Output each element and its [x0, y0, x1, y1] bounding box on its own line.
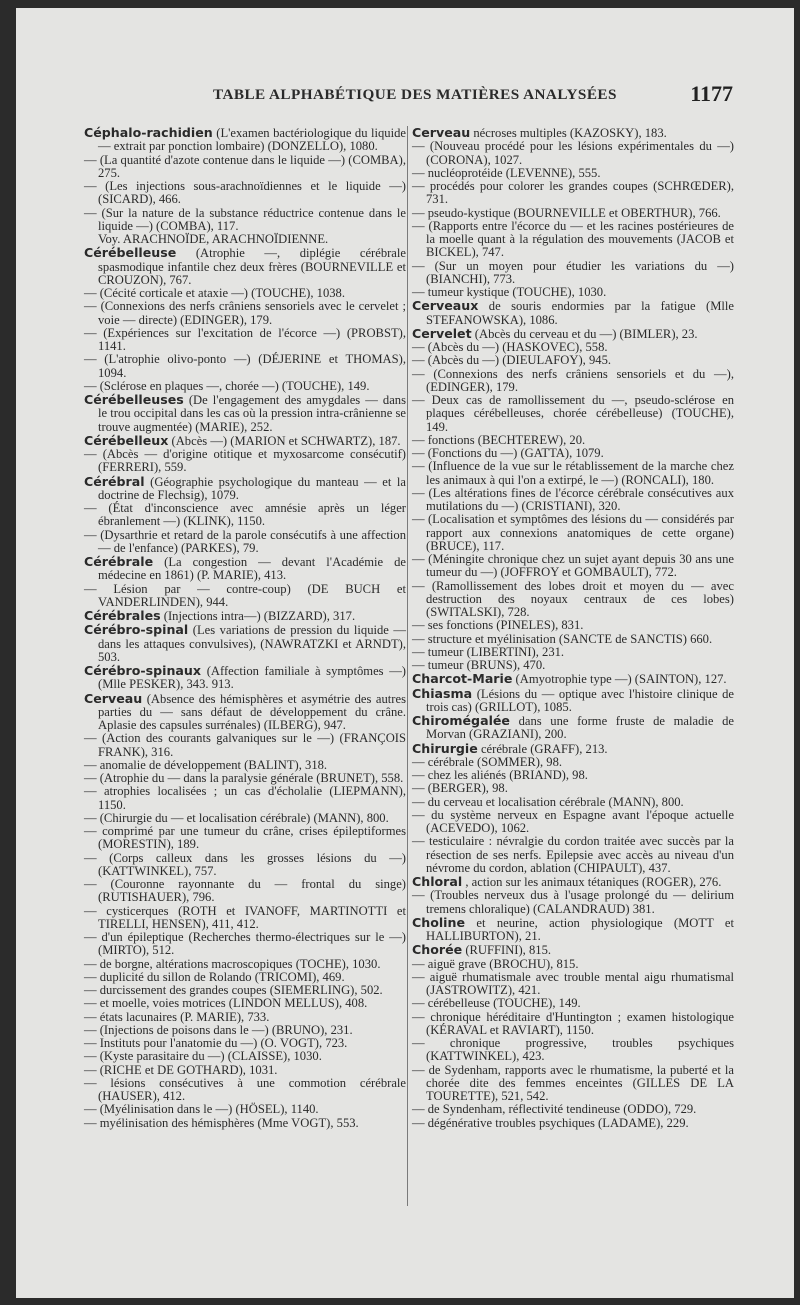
entry-headword: Chiasma	[412, 685, 473, 701]
index-entry	[412, 1117, 734, 1130]
index-entry	[84, 300, 406, 327]
entry-text: — chez les aliénés (BRIAND), 98.	[412, 768, 588, 782]
entry-text: — (Corps calleux dans les grosses lésions du —) (KATTWINKEL), 757.	[84, 850, 406, 878]
entry-text: — atrophies localisées ; un cas d'écholalie (LIEPMANN), 1150.	[84, 784, 406, 812]
index-entry	[84, 475, 406, 503]
entry-text: — (Injections de poisons dans le —) (BRUNO), 231.	[84, 1022, 353, 1037]
index-entry	[412, 889, 734, 916]
index-entry	[84, 393, 406, 434]
entry-headword: Chorée	[412, 942, 463, 958]
entry-text: — chronique progressive, troubles psychiques (KATTWINKEL), 423.	[412, 1036, 734, 1064]
entry-headword: Cérébrale	[84, 554, 154, 569]
index-entry	[412, 633, 734, 646]
entry-text: — (Troubles nerveux dus à l'usage prolongé du — delirium tremens chloralique) (CALANDRAUD) 381.	[412, 888, 734, 916]
index-entry	[84, 692, 406, 733]
index-entry	[412, 1037, 734, 1064]
index-entry	[84, 664, 406, 692]
entry-text: — procédés pour colorer les grandes coupes (SCHRŒDER), 731.	[412, 179, 734, 207]
index-entry	[412, 260, 734, 287]
index-entry	[412, 394, 734, 434]
entry-text: — Deux cas de ramollissement du —, pseudo-sclérose en plaques cérébelleuses, chorée cérébelleuse) (TOUCHE), 149.	[412, 393, 734, 434]
index-entry	[412, 580, 734, 620]
index-entry	[84, 609, 406, 623]
index-entry	[412, 687, 734, 715]
index-entry	[412, 460, 734, 487]
index-entry	[412, 916, 734, 944]
index-entry	[412, 714, 734, 742]
entry-headword: Cérébro-spinal	[84, 622, 189, 638]
index-entry	[84, 1103, 406, 1116]
index-entry	[84, 812, 406, 825]
index-entry	[84, 1011, 406, 1024]
index-entry	[84, 971, 406, 984]
entry-text: (L'examen bactériologique du liquide — extrait par ponction lombaire) (DONZELLO), 1080.	[98, 126, 406, 154]
page-number: 1177	[690, 81, 733, 106]
index-entry	[84, 1064, 406, 1077]
entry-text: — anomalie de développement (BALINT), 318.	[84, 757, 328, 772]
entry-text: (Géographie psychologique du manteau — et la doctrine de Flechsig), 1079.	[98, 474, 406, 502]
entry-text: — (BERGER), 98.	[412, 781, 508, 796]
index-entry	[412, 1011, 734, 1038]
index-entry	[412, 286, 734, 299]
index-entry	[84, 785, 406, 812]
entry-text: — de borgne, altérations macroscopiques (TOCHE), 1030.	[84, 956, 381, 971]
entry-text: (La congestion — devant l'Académie de médecine en 1861) (P. MARIE), 413.	[98, 555, 406, 583]
page-header	[213, 82, 743, 122]
entry-headword: Céphalo-rachidien	[84, 125, 213, 140]
entry-text: — (Sclérose en plaques —, chorée —) (TOUCHE), 149.	[84, 378, 370, 393]
index-entry	[84, 529, 406, 556]
index-entry	[84, 1024, 406, 1037]
entry-text: — (Chirurgie du — et localisation cérébrale) (MANN), 800.	[84, 810, 389, 825]
entry-text: — (Abcès du —) (DIEULAFOY), 945.	[412, 353, 612, 368]
index-entry	[412, 299, 734, 327]
index-entry	[84, 772, 406, 785]
index-entry	[412, 875, 734, 889]
entry-headword: Charcot-Marie	[412, 671, 513, 687]
entry-text: — (Connexions des nerfs crâniens sensoriels avec le cervelet ; voie — directe) (EDINGER), 179.	[84, 299, 406, 327]
entry-text: — (La quantité d'azote contenue dans le liquide —) (COMBA), 275.	[84, 152, 406, 180]
entry-text: (Les variations de pression du liquide — dans les attaques convulsives), (NAWRATZKI et ARNDT), 503.	[98, 623, 406, 664]
entry-text: — (Connexions des nerfs crâniens sensoriels et du —), (EDINGER), 179.	[412, 366, 734, 394]
entry-text: — tumeur (BRUNS), 470.	[412, 658, 546, 672]
index-entry	[412, 220, 734, 260]
index-entry	[84, 434, 406, 448]
index-entry	[412, 434, 734, 447]
entry-text: — (Abcès du —) (HASKOVEC), 558.	[412, 340, 608, 354]
entry-text: — lésions consécutives à une commotion cérébrale (HAUSER), 412.	[84, 1075, 406, 1103]
entry-text: — duplicité du sillon de Rolando (TRICOMI), 469.	[84, 969, 345, 984]
entry-text: — (Rapports entre l'écorce du — et les racines postérieures de la moelle quant à la régulation des mouvements (JACOB et BICKEL), 747.	[412, 218, 734, 260]
entry-text: — (Cécité corticale et ataxie —) (TOUCHE), 1038.	[84, 286, 345, 300]
index-entry	[84, 1037, 406, 1050]
entry-headword: Cérébelleuse	[84, 245, 177, 261]
index-entry	[84, 233, 406, 246]
index-entry	[412, 958, 734, 971]
entry-text: (Amyotrophie type —) (SAINTON), 127.	[515, 672, 727, 687]
entry-text: — aiguë grave (BROCHU), 815.	[412, 956, 579, 971]
entry-text: — pseudo-kystique (BOURNEVILLE et OBERTHUR), 766.	[412, 205, 721, 220]
index-entry	[84, 958, 406, 971]
index-entry	[84, 852, 406, 879]
index-entry	[84, 623, 406, 664]
entry-text: — et moelle, voies motrices (LINDON MELLUS), 408.	[84, 996, 368, 1011]
entry-text: et neurine, action physiologique (MOTT et HALLIBURTON), 21.	[426, 915, 734, 943]
entry-text: — du cerveau et localisation cérébrale (MANN), 800.	[412, 794, 684, 809]
entry-text: — (Les altérations fines de l'écorce cérébrale consécutives aux mutilations du —) (CRISTIANI), 320.	[412, 485, 734, 513]
entry-text: — (Kyste parasitaire du —) (CLAISSE), 1030.	[84, 1049, 322, 1064]
entry-text: — (Dysarthrie et retard de la parole consécutifs à une affection — de l'enfance) (PARKES), 79.	[84, 527, 406, 555]
index-entry	[84, 327, 406, 354]
entry-headword: Cérébral	[84, 473, 145, 489]
index-entry	[412, 619, 734, 632]
index-entry	[84, 502, 406, 529]
entry-text: — de Sydenham, rapports avec le rhumatisme, la puberté et la chorée dite des femmes enceintes (GILLES DE LA TOURETTE), 521, 542.	[412, 1062, 734, 1103]
entry-text: — du système nerveux en Espagne avant l'époque actuelle (ACEVEDO), 1062.	[412, 807, 734, 835]
index-entry	[412, 140, 734, 167]
entry-text: , action sur les animaux tétaniques (ROGER), 276.	[465, 875, 722, 889]
entry-text: — (Action des courants galvaniques sur le —) (FRANÇOIS FRANK), 316.	[84, 731, 406, 759]
index-entry	[84, 1050, 406, 1063]
entry-text: — fonctions (BECHTEREW), 20.	[412, 432, 586, 447]
entry-text: — (Myélinisation dans le —) (HÖSEL), 1140.	[84, 1102, 319, 1117]
index-entry	[412, 1103, 734, 1116]
entry-text: — (L'atrophie olivo-ponto —) (DÉJERINE et THOMAS), 1094.	[84, 352, 406, 380]
entry-headword: Cérébelleux	[84, 432, 169, 448]
index-entry	[412, 971, 734, 998]
entry-headword: Cerveau	[84, 690, 143, 706]
index-entry	[84, 905, 406, 932]
index-entry	[412, 341, 734, 354]
index-entry	[412, 659, 734, 672]
index-entry	[84, 287, 406, 300]
entry-text: (Injections intra—) (BIZZARD), 317.	[163, 609, 356, 623]
index-entry	[84, 984, 406, 997]
entry-text: — états lacunaires (P. MARIE), 733.	[84, 1009, 270, 1024]
entry-headword: Cérébro-spinaux	[84, 663, 202, 678]
index-entry	[412, 180, 734, 207]
entry-text: — (Les injections sous-arachnoïdiennes et le liquide —) (SICARD), 466.	[84, 179, 406, 207]
entry-text: (Affection familiale à symptômes —) (Mlle PESKER), 343. 913.	[98, 664, 406, 692]
index-entry	[84, 759, 406, 772]
entry-headword: Cerveaux	[412, 298, 479, 314]
entry-text: — comprimé par une tumeur du crâne, crises épileptiformes (MORESTIN), 189.	[84, 824, 406, 852]
entry-headword: Chirurgie	[412, 740, 478, 756]
entry-headword: Chiromégalée	[412, 713, 510, 728]
entry-text: — Lésion par — contre-coup) (DE BUCH et VANDERLINDEN), 944.	[84, 581, 406, 609]
index-entry	[412, 513, 734, 553]
entry-text: — (Méningite chronique chez un sujet ayant depuis 30 ans une tumeur du —) (JOFFROY et GOMBAULT), 772.	[412, 552, 734, 580]
entry-text: — durcissement des grandes coupes (SIEMERLING), 502.	[84, 983, 383, 997]
index-entry	[412, 1064, 734, 1104]
index-entry	[84, 583, 406, 610]
index-entry	[84, 448, 406, 475]
entry-text: — (Nouveau procédé pour les lésions expérimentales du —) (CORONA), 1027.	[412, 139, 734, 167]
entry-text: (De l'engagement des amygdales — dans le trou occipital dans les cas où la pression intra-crânienne se trouve augmentée) (MARIE), 252.	[98, 393, 406, 434]
index-entry	[412, 167, 734, 180]
entry-text: (Atrophie —, diplégie cérébrale spasmodique infantile chez deux frères (BOURNEVILLE et CROUZON), 767.	[98, 246, 406, 287]
left-column	[84, 126, 406, 1130]
index-entry	[412, 997, 734, 1010]
index-entry	[412, 742, 734, 756]
entry-text: — tumeur (LIBERTINI), 231.	[412, 644, 565, 659]
entry-text: — (Atrophie du — dans la paralysie générale (BRUNET), 558.	[84, 771, 404, 785]
entry-text: — de Syndenham, réflectivité tendineuse (ODDO), 729.	[412, 1102, 697, 1117]
index-entry	[84, 207, 406, 234]
entry-text: (Abcès —) (MARION et SCHWARTZ), 187.	[171, 433, 401, 448]
index-entry	[412, 126, 734, 140]
index-entry	[84, 931, 406, 958]
index-entry	[412, 487, 734, 514]
index-entry	[412, 756, 734, 769]
index-entry	[84, 380, 406, 393]
index-entry	[412, 447, 734, 460]
entry-headword: Cérébrales	[84, 608, 161, 623]
entry-headword: Cervelet	[412, 325, 472, 341]
entry-text: cérébrale (GRAFF), 213.	[480, 741, 608, 756]
index-entry	[412, 782, 734, 795]
index-entry	[412, 796, 734, 809]
entry-text: — (Couronne rayonnante du — frontal du singe) (RUTISHAUER), 796.	[84, 877, 406, 905]
entry-text: — (Sur la nature de la substance réductrice contenue dans le liquide —) (COMBA), 117.	[84, 205, 406, 233]
entry-text: — cérébelleuse (TOUCHE), 149.	[412, 996, 581, 1011]
index-entry	[84, 825, 406, 852]
entry-text: — tumeur kystique (TOUCHE), 1030.	[412, 285, 607, 299]
index-entry	[84, 154, 406, 181]
index-entry	[412, 207, 734, 220]
entry-text: — Instituts pour l'anatomie du —) (O. VOGT), 723.	[84, 1036, 348, 1050]
index-entry	[84, 1077, 406, 1104]
entry-text: — testiculaire : névralgie du cordon traitée avec succès par la résection de ses nerfs. Epilepsie avec accès au niveau d'un névrome du cordon, ablation (CHIPAULT), 437.	[412, 834, 734, 875]
column-divider	[407, 126, 408, 1206]
index-entry	[412, 368, 734, 395]
index-entry	[84, 732, 406, 759]
entry-text: nécroses multiples (KAZOSKY), 183.	[473, 126, 667, 140]
entry-text: (RUFFINI), 815.	[465, 943, 552, 958]
index-entry	[412, 327, 734, 341]
entry-text: (Absence des hémisphères et asymétrie des autres parties du — sans défaut de développement du crâne. Aplasie des capsules surrénales) (ILBERG), 947.	[98, 691, 406, 732]
index-entry	[412, 835, 734, 875]
index-entry	[412, 672, 734, 686]
index-entry	[84, 1117, 406, 1130]
running-title: TABLE ALPHABÉTIQUE DES MATIÈRES ANALYSÉES	[213, 86, 617, 103]
index-entry	[412, 809, 734, 836]
entry-text: (Abcès du cerveau et du —) (BIMLER), 23.	[474, 326, 698, 341]
right-column	[412, 126, 734, 1130]
entry-headword: Choline	[412, 914, 466, 930]
entry-text: — aiguë rhumatismale avec trouble mental aigu rhumatismal (JASTROWITZ), 421.	[412, 969, 734, 997]
entry-text: — dégénérative troubles psychiques (LADAME), 229.	[412, 1115, 689, 1130]
index-entry	[84, 997, 406, 1010]
entry-headword: Cerveau	[412, 125, 471, 140]
entry-text: — (RICHE et DE GOTHARD), 1031.	[84, 1062, 278, 1077]
entry-text: de souris endormies par la fatigue (Mlle STEFANOWSKA), 1086.	[426, 299, 734, 327]
entry-text: — d'un épileptique (Recherches thermo-électriques sur le —) (MIRTO), 512.	[84, 930, 406, 958]
entry-text: dans une forme fruste de maladie de Morvan (GRAZIANI), 200.	[426, 714, 734, 742]
index-entry	[412, 354, 734, 367]
entry-text: — ses fonctions (PINELES), 831.	[412, 618, 584, 633]
index-page	[16, 8, 794, 1298]
index-entry	[412, 943, 734, 957]
entry-headword: Cérébelleuses	[84, 392, 184, 407]
index-entry	[84, 126, 406, 154]
entry-text: (Lésions du — optique avec l'histoire clinique de trois cas) (GRILLOT), 1085.	[426, 686, 734, 714]
entry-text: — (Localisation et symptômes des lésions du — considérés par rapport aux connexions anatomiques de cette organe) (BRUCE), 117.	[412, 512, 734, 553]
entry-text: — (Expériences sur l'excitation de l'écorce —) (PROBST), 1141.	[84, 325, 406, 353]
index-entry	[84, 878, 406, 905]
entry-text: — chronique héréditaire d'Huntington ; examen histologique (KÉRAVAL et RAVIART), 1150.	[412, 1009, 734, 1037]
entry-text: — (Fonctions du —) (GATTA), 1079.	[412, 446, 604, 460]
index-entry	[412, 769, 734, 782]
entry-text: — cysticerques (ROTH et IVANOFF, MARTINOTTI et TIRELLI, HENSEN), 411, 412.	[84, 903, 406, 931]
entry-text: — (Sur un moyen pour étudier les variations du —) (BIANCHI), 773.	[412, 258, 734, 286]
index-entry	[412, 553, 734, 580]
index-entry	[84, 180, 406, 207]
index-entry	[84, 353, 406, 380]
entry-text: — myélinisation des hémisphères (Mme VOGT), 553.	[84, 1115, 359, 1130]
index-entry	[84, 246, 406, 287]
entry-text: — (État d'inconscience avec amnésie après un léger ébranlement —) (KLINK), 1150.	[84, 501, 406, 529]
entry-headword: Chloral	[412, 874, 463, 889]
entry-text: — cérébrale (SOMMER), 98.	[412, 754, 563, 769]
entry-text: — (Influence de la vue sur le rétablissement de la marche chez les animaux à qui l'on a extirpé, le —) (RONCALI), 180.	[412, 459, 734, 487]
entry-text: Voy. ARACHNOÏDE, ARACHNOÏDIENNE.	[98, 232, 329, 246]
entry-text: — nucléoprotéide (LEVENNE), 555.	[412, 165, 601, 180]
index-entry	[412, 646, 734, 659]
entry-text: — (Ramollissement des lobes droit et moyen du — avec destruction des noyaux centraux de ces lobes) (SWITALSKI), 728.	[412, 578, 734, 619]
index-entry	[84, 555, 406, 583]
entry-text: — (Abcès — d'origine otitique et myxosarcome consécutif) (FERRERI), 559.	[84, 447, 406, 475]
entry-text: — structure et myélinisation (SANCTE de SANCTIS) 660.	[412, 631, 713, 646]
